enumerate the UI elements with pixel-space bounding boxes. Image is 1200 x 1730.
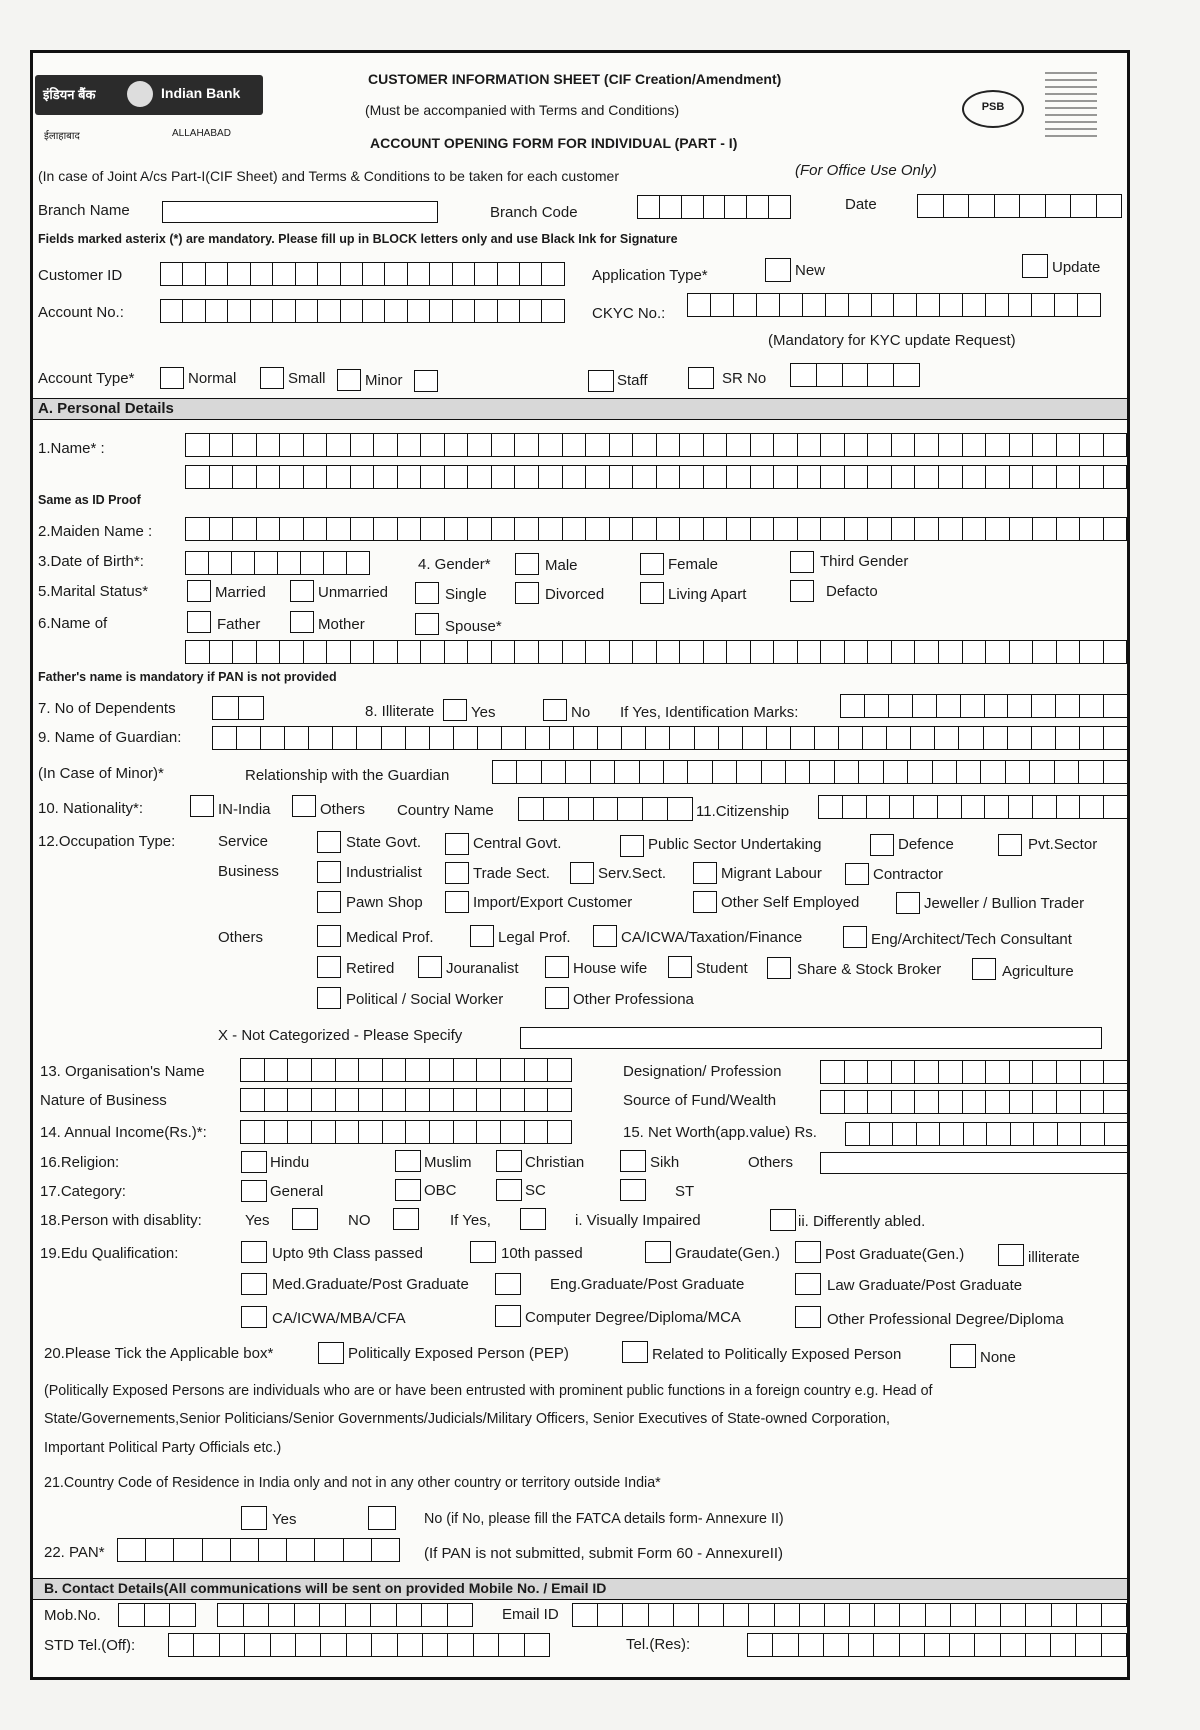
source-fund-boxes[interactable]: [820, 1090, 1128, 1114]
medical-prof-label: Medical Prof.: [346, 929, 434, 946]
if-yes-label: If Yes,: [450, 1212, 491, 1229]
disability-no-checkbox[interactable]: [393, 1208, 419, 1230]
date-label: Date: [845, 196, 877, 213]
pvt-sector-label: Pvt.Sector: [1028, 836, 1098, 853]
email-label: Email ID: [502, 1606, 559, 1623]
new-label: New: [795, 262, 826, 279]
net-worth-label: 15. Net Worth(app.value) Rs.: [623, 1124, 817, 1141]
spouse-checkbox[interactable]: [415, 613, 439, 635]
import-export-checkbox[interactable]: [445, 891, 469, 913]
law-graduate-label: Law Graduate/Post Graduate: [827, 1277, 1023, 1294]
other-self-employed-checkbox[interactable]: [693, 891, 717, 913]
form-title: CUSTOMER INFORMATION SHEET (CIF Creation/Amendment): [368, 71, 782, 87]
eng-graduate-label: Eng.Graduate/Post Graduate: [550, 1276, 745, 1293]
illiterate-no-label: No: [571, 704, 591, 721]
married-label: Married: [215, 584, 266, 601]
tenth-label: 10th passed: [501, 1245, 583, 1262]
residence-no-checkbox[interactable]: [368, 1506, 396, 1530]
contractor-label: Contractor: [873, 866, 944, 883]
share-broker-checkbox[interactable]: [767, 957, 791, 979]
logo-sub-right: ALLAHABAD: [172, 128, 231, 139]
personal-details-heading: A. Personal Details: [38, 400, 174, 417]
psu-label: Public Sector Undertaking: [648, 836, 822, 853]
single-checkbox[interactable]: [415, 582, 439, 604]
related-pep-checkbox[interactable]: [622, 1341, 648, 1363]
others-group-label: Others: [218, 929, 264, 946]
form-part-title: ACCOUNT OPENING FORM FOR INDIVIDUAL (PART - I): [370, 135, 738, 151]
name-boxes-line2[interactable]: [185, 465, 1127, 489]
none-checkbox[interactable]: [950, 1344, 976, 1368]
female-label: Female: [668, 556, 719, 573]
annual-income-boxes[interactable]: [240, 1120, 572, 1144]
pan-boxes[interactable]: [117, 1538, 400, 1562]
eng-graduate-checkbox[interactable]: [495, 1273, 521, 1295]
same-as-id-note: Same as ID Proof: [38, 493, 141, 507]
ckyc-note: (Mandatory for KYC update Request): [768, 332, 1016, 349]
minor-label: Minor: [365, 372, 403, 389]
std-tel-boxes[interactable]: [168, 1633, 550, 1657]
serv-sect-label: Serv.Sect.: [598, 865, 667, 882]
father-label: Father: [217, 616, 261, 633]
import-export-label: Import/Export Customer: [473, 894, 633, 911]
dependents-label: 7. No of Dependents: [38, 700, 176, 717]
eng-architect-label: Eng/Architect/Tech Consultant: [871, 931, 1072, 948]
third-gender-label: Third Gender: [820, 553, 909, 570]
none-label: None: [980, 1349, 1016, 1366]
divorced-checkbox[interactable]: [515, 582, 539, 604]
minor-checkbox[interactable]: [337, 369, 361, 391]
country-name-label: Country Name: [397, 802, 494, 819]
dob-label: 3.Date of Birth*:: [38, 553, 144, 570]
other-self-employed-label: Other Self Employed: [721, 894, 860, 911]
maiden-name-label: 2.Maiden Name :: [38, 523, 153, 540]
disability-yes-checkbox[interactable]: [292, 1208, 318, 1230]
defacto-label: Defacto: [826, 583, 878, 600]
disability-yes-label: Yes: [245, 1212, 270, 1229]
org-name-boxes[interactable]: [240, 1058, 572, 1082]
hindu-label: Hindu: [270, 1154, 310, 1171]
normal-checkbox[interactable]: [160, 367, 184, 389]
obc-checkbox[interactable]: [395, 1179, 421, 1201]
male-label: Male: [545, 557, 578, 574]
muslim-checkbox[interactable]: [395, 1150, 421, 1172]
illiterate-no-checkbox[interactable]: [543, 699, 567, 721]
pvt-sector-checkbox[interactable]: [998, 834, 1022, 856]
post-graduate-checkbox[interactable]: [795, 1241, 821, 1263]
country-name-boxes[interactable]: [518, 797, 693, 821]
mobile-number-boxes[interactable]: [217, 1603, 473, 1627]
differently-abled-label: ii. Differently abled.: [798, 1213, 926, 1230]
sc-label: SC: [525, 1182, 546, 1199]
disability-label: 18.Person with disablity:: [40, 1212, 202, 1229]
journalist-checkbox[interactable]: [418, 956, 442, 978]
new-checkbox[interactable]: [765, 258, 791, 282]
branch-name-field[interactable]: [162, 201, 438, 223]
staff-label: Staff: [617, 372, 648, 389]
pan-note: (If PAN is not submitted, submit Form 60 - AnnexureII): [424, 1545, 784, 1562]
residence-no-note: No (if No, please fill the FATCA details form- Annexure II): [424, 1511, 784, 1527]
nationality-others-checkbox[interactable]: [292, 795, 316, 817]
agriculture-label: Agriculture: [1002, 963, 1074, 980]
id-marks-label: If Yes, Identification Marks:: [620, 704, 799, 721]
legal-prof-label: Legal Prof.: [498, 929, 571, 946]
upto-9th-checkbox[interactable]: [241, 1241, 267, 1263]
normal-label: Normal: [188, 370, 237, 387]
gender-label: 4. Gender*: [418, 556, 491, 573]
business-label: Business: [218, 863, 279, 880]
other-degree-checkbox[interactable]: [795, 1306, 821, 1328]
living-apart-label: Living Apart: [668, 586, 747, 603]
service-label: Service: [218, 833, 269, 850]
upto-9th-label: Upto 9th Class passed: [272, 1245, 423, 1262]
father-checkbox[interactable]: [187, 611, 211, 633]
mother-label: Mother: [318, 616, 365, 633]
central-govt-checkbox[interactable]: [445, 833, 469, 855]
customer-id-boxes[interactable]: [160, 262, 565, 286]
defence-label: Defence: [898, 836, 954, 853]
st-checkbox[interactable]: [620, 1179, 646, 1201]
id-marks-boxes[interactable]: [840, 694, 1128, 718]
nationality-label: 10. Nationality*:: [38, 800, 144, 817]
housewife-checkbox[interactable]: [545, 956, 569, 978]
male-checkbox[interactable]: [515, 553, 539, 575]
student-label: Student: [696, 960, 748, 977]
trade-sect-checkbox[interactable]: [445, 862, 469, 884]
contractor-checkbox[interactable]: [845, 863, 869, 885]
name-of-label: 6.Name of: [38, 615, 108, 632]
staff-checkbox[interactable]: [588, 370, 614, 392]
logo-sub-left: ईलाहाबाद: [44, 131, 80, 142]
in-india-label: IN-India: [218, 801, 271, 818]
net-worth-boxes[interactable]: [845, 1122, 1128, 1146]
sikh-checkbox[interactable]: [620, 1150, 646, 1172]
share-broker-label: Share & Stock Broker: [797, 961, 942, 978]
pep-note-line1: (Politically Exposed Persons are individuals who are or have been entrusted with prominent public functions in a foreign country e.g. Head of: [44, 1383, 933, 1399]
related-pep-label: Related to Politically Exposed Person: [652, 1346, 902, 1363]
divorced-label: Divorced: [545, 586, 605, 603]
sr-no-boxes[interactable]: [790, 363, 920, 387]
tick-box-label: 20.Please Tick the Applicable box*: [44, 1345, 274, 1362]
defence-checkbox[interactable]: [870, 834, 894, 856]
illiterate-label: 8. Illiterate: [365, 703, 435, 720]
nationality-others-label: Others: [320, 801, 366, 818]
update-checkbox[interactable]: [1022, 254, 1048, 278]
dob-boxes[interactable]: [185, 551, 370, 575]
ckyc-boxes[interactable]: [687, 293, 1101, 317]
other-degree-label: Other Professional Degree/Diploma: [827, 1311, 1064, 1328]
obc-label: OBC: [424, 1182, 457, 1199]
occupation-label: 12.Occupation Type:: [38, 833, 176, 850]
logo-emblem-icon: [127, 81, 153, 107]
dependents-boxes[interactable]: [212, 696, 264, 720]
edu-qualification-label: 19.Edu Qualification:: [40, 1245, 179, 1262]
tenth-checkbox[interactable]: [470, 1241, 496, 1263]
branch-code-boxes[interactable]: [637, 195, 791, 219]
jeweller-label: Jeweller / Bullion Trader: [924, 895, 1085, 912]
update-label: Update: [1052, 259, 1101, 276]
sr-no-checkbox[interactable]: [688, 367, 714, 389]
post-graduate-label: Post Graduate(Gen.): [825, 1246, 965, 1263]
political-worker-checkbox[interactable]: [317, 987, 341, 1009]
pawn-shop-label: Pawn Shop: [346, 894, 423, 911]
mandatory-note: Fields marked asterix (*) are mandatory. Please fill up in BLOCK letters only and use Black Ink for Signature: [38, 232, 678, 246]
general-label: General: [270, 1183, 324, 1200]
living-apart-checkbox[interactable]: [640, 582, 664, 604]
category-label: 17.Category:: [40, 1183, 126, 1200]
psu-checkbox[interactable]: [620, 835, 644, 857]
maiden-name-boxes[interactable]: [185, 517, 1127, 541]
disability-type-checkbox[interactable]: [520, 1208, 546, 1230]
political-worker-label: Political / Social Worker: [346, 991, 504, 1008]
ca-mba-label: CA/ICWA/MBA/CFA: [272, 1310, 406, 1327]
account-no-boxes[interactable]: [160, 299, 565, 323]
psb-badge: PSB: [962, 90, 1024, 128]
medical-prof-checkbox[interactable]: [317, 925, 341, 947]
st-label: ST: [675, 1183, 695, 1200]
disability-no-label: NO: [348, 1212, 371, 1229]
office-use-label: (For Office Use Only): [795, 162, 937, 179]
account-type-extra-checkbox[interactable]: [414, 370, 438, 392]
joint-note: (In case of Joint A/cs Part-I(CIF Sheet) and Terms & Conditions to be taken for each customer: [38, 168, 620, 184]
source-fund-label: Source of Fund/Wealth: [623, 1092, 777, 1109]
migrant-label: Migrant Labour: [721, 865, 822, 882]
relationship-label: Relationship with the Guardian: [245, 767, 450, 784]
sc-checkbox[interactable]: [496, 1179, 522, 1201]
illiterate-yes-checkbox[interactable]: [443, 699, 467, 721]
graduate-label: Graudate(Gen.): [675, 1245, 781, 1262]
journalist-label: Jouranalist: [446, 960, 519, 977]
mother-checkbox[interactable]: [290, 611, 314, 633]
industrialist-label: Industrialist: [346, 864, 422, 881]
account-no-label: Account No.:: [38, 304, 124, 321]
residence-yes-label: Yes: [272, 1511, 297, 1528]
defacto-checkbox[interactable]: [790, 580, 814, 602]
jeweller-checkbox[interactable]: [896, 892, 920, 914]
pan-label: 22. PAN*: [44, 1544, 105, 1561]
pep-note-line3: Important Political Party Officials etc.): [44, 1440, 282, 1456]
logo-name: Indian Bank: [161, 85, 241, 101]
computer-degree-checkbox[interactable]: [495, 1305, 521, 1327]
marital-status-label: 5.Marital Status*: [38, 583, 149, 600]
small-label: Small: [288, 370, 326, 387]
sikh-label: Sikh: [650, 1154, 680, 1171]
differently-abled-checkbox[interactable]: [770, 1209, 796, 1231]
serv-sect-checkbox[interactable]: [570, 862, 594, 884]
nature-business-boxes[interactable]: [240, 1088, 572, 1112]
relationship-boxes[interactable]: [492, 760, 1128, 784]
med-graduate-label: Med.Graduate/Post Graduate: [272, 1276, 469, 1293]
religion-others-field[interactable]: [820, 1152, 1128, 1174]
christian-checkbox[interactable]: [496, 1150, 522, 1172]
female-checkbox[interactable]: [640, 553, 664, 575]
general-checkbox[interactable]: [241, 1180, 267, 1202]
not-categorized-field[interactable]: [520, 1027, 1102, 1049]
branch-name-label: Branch Name: [38, 202, 130, 219]
computer-degree-label: Computer Degree/Diploma/MCA: [525, 1309, 741, 1326]
unmarried-label: Unmarried: [318, 584, 389, 601]
customer-id-label: Customer ID: [38, 267, 123, 284]
small-checkbox[interactable]: [260, 367, 284, 389]
religion-label: 16.Religion:: [40, 1154, 120, 1171]
account-type-label: Account Type*: [38, 370, 135, 387]
retired-label: Retired: [346, 960, 395, 977]
guardian-boxes[interactable]: [212, 726, 1128, 750]
sr-no-label: SR No: [722, 370, 767, 387]
visually-impaired-label: i. Visually Impaired: [575, 1212, 701, 1229]
citizenship-label: 11.Citizenship: [696, 803, 790, 820]
mobile-code-boxes[interactable]: [118, 1603, 196, 1627]
annual-income-label: 14. Annual Income(Rs.)*:: [40, 1124, 207, 1141]
student-checkbox[interactable]: [668, 956, 692, 978]
in-india-checkbox[interactable]: [190, 795, 214, 817]
law-graduate-checkbox[interactable]: [795, 1273, 821, 1295]
designation-boxes[interactable]: [820, 1060, 1128, 1084]
name-label: 1.Name* :: [38, 440, 105, 457]
org-name-label: 13. Organisation's Name: [40, 1063, 205, 1080]
ca-taxation-label: CA/ICWA/Taxation/Finance: [621, 929, 803, 946]
illiterate-edu-label: illiterate: [1028, 1249, 1080, 1266]
std-tel-label: STD Tel.(Off):: [44, 1637, 136, 1654]
christian-label: Christian: [525, 1154, 585, 1171]
pep-label: Politically Exposed Person (PEP): [348, 1345, 569, 1362]
med-graduate-checkbox[interactable]: [241, 1273, 267, 1295]
retired-checkbox[interactable]: [317, 956, 341, 978]
other-professional-label: Other Professiona: [573, 991, 694, 1008]
unmarried-checkbox[interactable]: [290, 580, 314, 602]
industrialist-checkbox[interactable]: [317, 861, 341, 883]
central-govt-label: Central Govt.: [473, 835, 562, 852]
in-case-minor-label: (In Case of Minor)*: [38, 765, 164, 782]
migrant-checkbox[interactable]: [693, 862, 717, 884]
personal-details-band: [33, 398, 1127, 420]
logo-hindi-text: इंडियन बैंक: [43, 87, 96, 102]
pep-checkbox[interactable]: [318, 1342, 344, 1364]
other-professional-checkbox[interactable]: [545, 987, 569, 1009]
eng-architect-checkbox[interactable]: [843, 926, 867, 948]
relative-name-boxes[interactable]: [185, 640, 1127, 664]
pep-note-line2: State/Governements,Senior Politicians/Senior Governments/Judicials/Military Officers, Senior Executives of State-owned Corporation,: [44, 1411, 891, 1427]
agriculture-checkbox[interactable]: [972, 958, 996, 980]
religion-others-label: Others: [748, 1154, 794, 1171]
muslim-label: Muslim: [424, 1154, 472, 1171]
branch-code-label: Branch Code: [490, 204, 578, 221]
date-boxes[interactable]: [917, 194, 1122, 218]
third-gender-checkbox[interactable]: [790, 551, 814, 573]
email-boxes[interactable]: [572, 1603, 1127, 1627]
trade-sect-label: Trade Sect.: [473, 865, 550, 882]
ckyc-label: CKYC No.:: [592, 305, 666, 322]
citizenship-boxes[interactable]: [818, 795, 1128, 819]
pawn-shop-checkbox[interactable]: [317, 891, 341, 913]
legal-prof-checkbox[interactable]: [470, 925, 494, 947]
spouse-label: Spouse*: [445, 618, 502, 635]
tel-res-boxes[interactable]: [747, 1633, 1127, 1657]
ca-mba-checkbox[interactable]: [241, 1306, 267, 1328]
residence-label: 21.Country Code of Residence in India only and not in any other country or territory outside India*: [44, 1475, 661, 1491]
ca-taxation-checkbox[interactable]: [593, 925, 617, 947]
illiterate-edu-checkbox[interactable]: [998, 1244, 1024, 1266]
mobile-label: Mob.No.: [44, 1607, 101, 1624]
nature-business-label: Nature of Business: [40, 1092, 167, 1109]
illiterate-yes-label: Yes: [471, 704, 496, 721]
hindu-checkbox[interactable]: [241, 1151, 267, 1173]
married-checkbox[interactable]: [187, 580, 211, 602]
psb-tagline-icon: [1045, 72, 1097, 138]
father-mandatory-note: Father's name is mandatory if PAN is not provided: [38, 670, 337, 684]
not-categorized-label: X - Not Categorized - Please Specify: [218, 1027, 463, 1044]
form-subtitle: (Must be accompanied with Terms and Conditions): [365, 102, 680, 118]
bank-logo: [35, 75, 263, 115]
tel-res-label: Tel.(Res):: [626, 1636, 691, 1653]
guardian-label: 9. Name of Guardian:: [38, 729, 182, 746]
application-type-label: Application Type*: [592, 267, 708, 284]
single-label: Single: [445, 586, 487, 603]
state-govt-label: State Govt.: [346, 834, 422, 851]
graduate-checkbox[interactable]: [645, 1241, 671, 1263]
name-boxes-line1[interactable]: [185, 433, 1127, 457]
contact-details-heading: B. Contact Details(All communications will be sent on provided Mobile No. / Email ID: [44, 1580, 607, 1596]
designation-label: Designation/ Profession: [623, 1063, 782, 1080]
housewife-label: House wife: [573, 960, 648, 977]
state-govt-checkbox[interactable]: [317, 831, 341, 853]
residence-yes-checkbox[interactable]: [241, 1506, 267, 1530]
